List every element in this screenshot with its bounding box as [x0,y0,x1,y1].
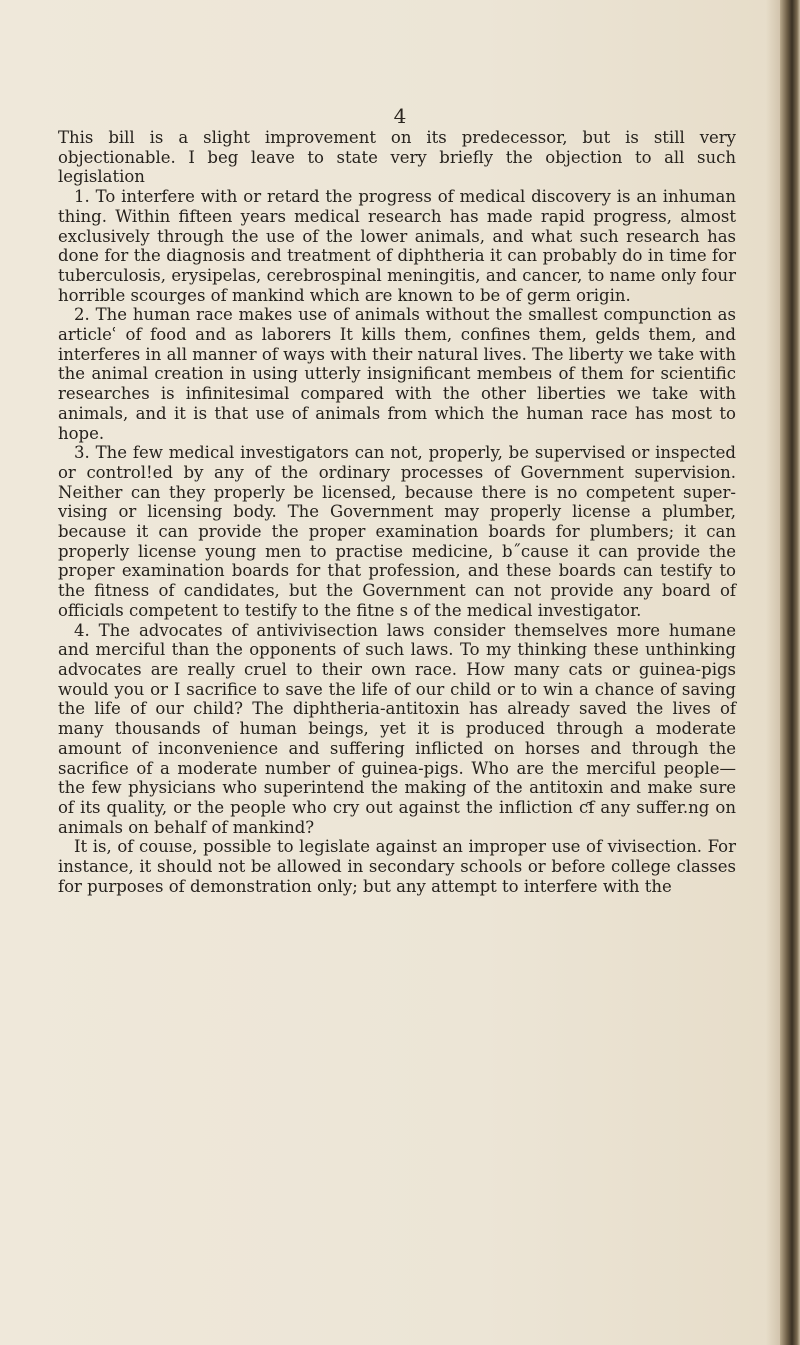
body-text [58,128,736,896]
paragraph-point-3: 3. The few medical investigators can not, properly, be supervised or inspected or control!ed by any of the ordinary processes of Government supervision. Neither can they properly be licensed, because there is no competent supervising or licensing body. The Government may properly license a plumber, because it can provide the proper examination boards for plumbers; it can properly license young men to practise medicine, b˝cause it can provide the proper examination boards for that profession, and these boards can testify to the fitness of candidates, but the Government can not provide any board of officiɑls competent to testify to the fitne s of the medical investigator. [58,443,736,620]
paragraph-intro: This bill is a slight improvement on its predecessor, but is still very objectionable. I beg leave to state very briefly the objection to all such legislation [58,128,736,187]
page-edge-shadow [766,0,780,1345]
paragraph-point-1: 1. To interfere with or retard the progress of medical discovery is an inhuman thing. Within fifteen years medical research has made rapid progress, almost exclusively through the use of the lower animals, and what such research has done for the diagnosis and treatment of diphtheria it can probably do in time for tuberculosis, erysipelas, cerebrospinal meningitis, and cancer, to name only four horrible scourges of mankind which are known to be of germ origin. [58,187,736,305]
paragraph-closing: It is, of couıse, possible to legislate against an improper use of vivisection. For instance, it should not be allowed in secondary schools or before college classes for purposes of demonstration only; but any attempt to interfere with the [58,837,736,896]
paragraph-point-2: 2. The human race makes use of animals without the smallest compunction as articleʿ of food and as laborers It kills them, confines them, gelds them, and interferes in all manner of ways with their natural lives. The liberty we take with the animal creation in using utterly insiɡnificant membeıs of them for scientific researches is infinitesimal compared with the other liberties we take with animals, and it is that use of animals from which the human race has most to hope. [58,305,736,443]
book-binding-edge [780,0,800,1345]
page-number: 4 [393,104,407,128]
paragraph-point-4: 4. The advocates of antivivisection laws consider themselves more humane and merciful than the opponents of such laws. To my thinking these unthinking advocates are really cruel to their own race. How many cats or guinea-pigs would you or I sacrifice to save the life of our child or to win a chance of saving the life of our child? The diphtheria-antitoxin has already saved the lives of many thousands of human beings, yet it is produced through a moderate amount of inconvenience and suffering inflicted on horses and through the sacrifice of a moderate number of guinea-pigs. Who are the merciful people—the few physicians who superintend the making of the antitoxin and make sure of its quality, or the people who cry out against the infliction ƈf any suffer.ng on animals on behalf of mankind? [58,620,736,837]
